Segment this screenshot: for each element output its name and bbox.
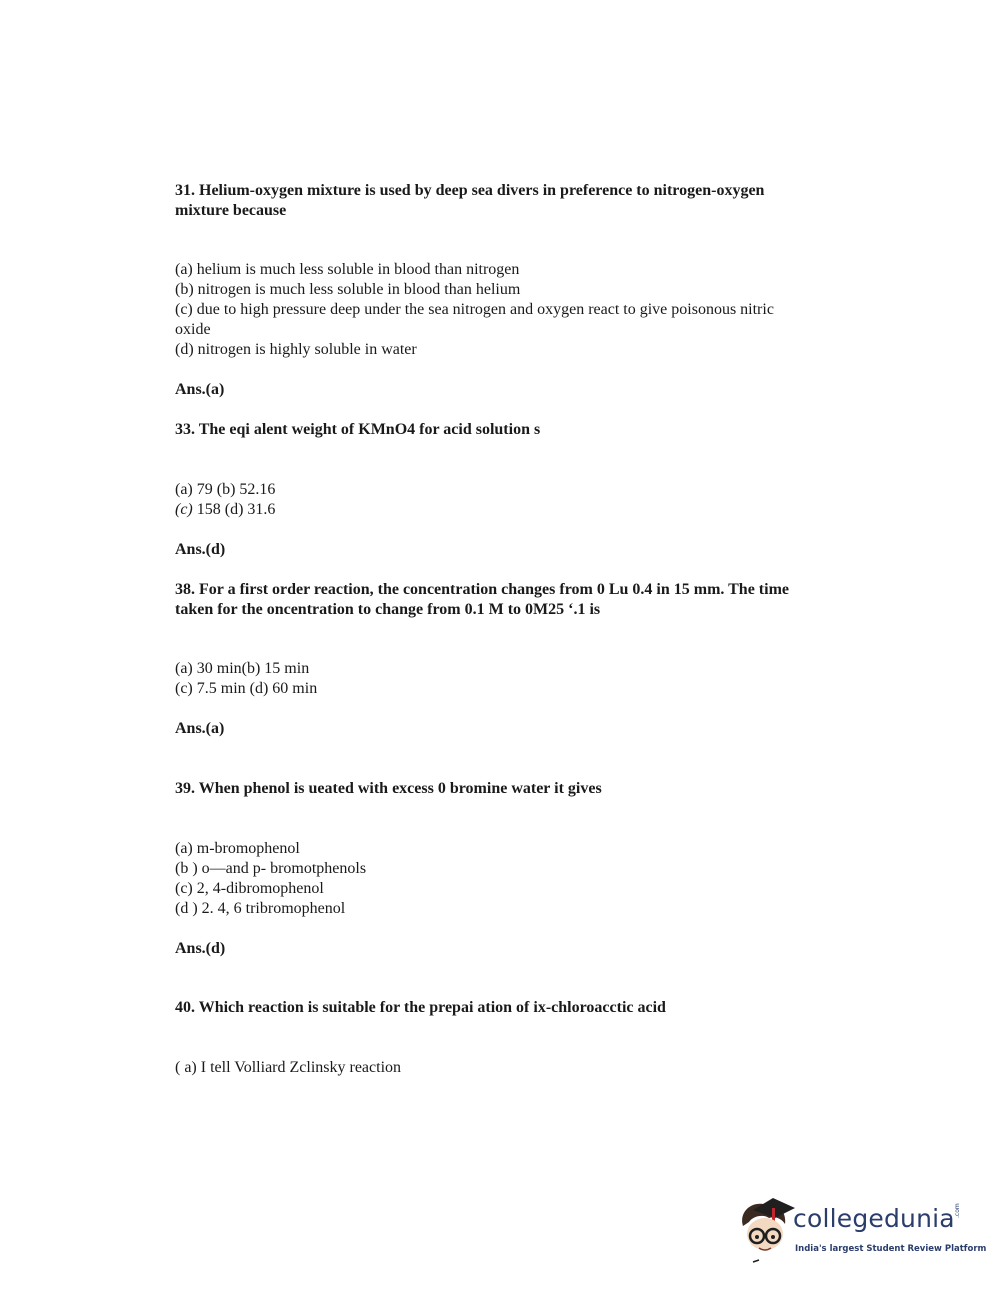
question-31-option-a: (a) helium is much less soluble in blood than nitrogen [175, 261, 520, 278]
question-38-title-line1: 38. For a first order reaction, the concentration changes from 0 Lu 0.4 in 15 mm. The time [175, 581, 789, 598]
question-31-title-line2: mixture because [175, 202, 287, 219]
question-33-options-line1: (a) 79 (b) 52.16 [175, 481, 276, 498]
question-33-answer: Ans.(d) [175, 541, 226, 558]
question-38-options-line1: (a) 30 min(b) 15 min [175, 660, 310, 677]
question-38-title-line2: taken for the oncentration to change from 0.1 M to 0M25 ‘.1 is [175, 601, 601, 618]
collegedunia-logo [735, 1196, 987, 1268]
question-31-option-d: (d) nitrogen is highly soluble in water [175, 341, 417, 358]
question-33-options-line2 [175, 500, 275, 520]
question-39-option-d: (d ) 2. 4, 6 tribromophenol [175, 900, 346, 917]
question-38-answer: Ans.(a) [175, 720, 225, 737]
question-33-title: 33. The eqi alent weight of KMnO4 for acid solution s [175, 421, 541, 438]
question-33-options-line2-rest: 158 (d) 31.6 [192, 501, 276, 518]
question-39-option-c: (c) 2, 4-dibromophenol [175, 880, 324, 897]
question-31-option-c-line2: oxide [175, 321, 211, 338]
question-39-option-b: (b ) o—and p- bromotphenols [175, 860, 367, 877]
question-39-title: 39. When phenol is ueated with excess 0 bromine water it gives [175, 780, 602, 797]
logo-tagline: India's largest Student Review Platform [795, 1244, 987, 1254]
question-31-title-line1: 31. Helium-oxygen mixture is used by deep sea divers in preference to nitrogen-oxygen [175, 182, 765, 199]
question-39-option-a: (a) m-bromophenol [175, 840, 300, 857]
question-31-option-c-line1: (c) due to high pressure deep under the sea nitrogen and oxygen react to give poisonous nitric [175, 301, 774, 318]
logo-dot-com: .com [954, 1203, 961, 1218]
logo-wordmark: collegedunia [793, 1204, 955, 1233]
mascot-icon [735, 1196, 797, 1266]
question-40-title: 40. Which reaction is suitable for the prepai ation of ix-chloroacctic acid [175, 999, 666, 1016]
question-31-option-b: (b) nitrogen is much less soluble in blood than helium [175, 281, 521, 298]
question-33-option-c-label: (c) [175, 501, 193, 518]
question-40-option-a: ( a) I tell Volliard Zclinsky reaction [175, 1059, 402, 1076]
question-38-options-line2: (c) 7.5 min (d) 60 min [175, 680, 318, 697]
question-31-answer: Ans.(a) [175, 381, 225, 398]
question-39-answer: Ans.(d) [175, 940, 226, 957]
